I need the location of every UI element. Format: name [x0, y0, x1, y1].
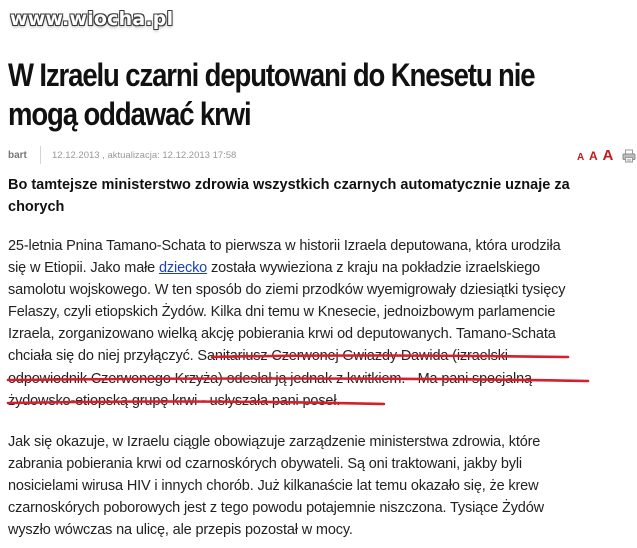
font-size-medium-button[interactable]: A	[589, 149, 598, 163]
article-meta	[8, 146, 630, 166]
paragraph-2-line-4: czarnoskórych poborowych jest z tego powodu potajemnie niszczona. Tysiące Żydów	[8, 500, 544, 517]
dziecko-link[interactable]: dziecko	[158, 260, 208, 277]
font-size-controls	[577, 147, 613, 164]
article-dates: 12.12.2013 , aktualizacja: 12.12.2013 17:58	[52, 150, 237, 161]
meta-divider	[40, 146, 41, 164]
paragraph-2-line-1: Jak się okazuje, w Izraelu ciągle obowiązuje zarządzenie ministerstwa zdrowia, które	[8, 434, 541, 450]
paragraph-2-line-2: zabrania pobierania krwi od czarnoskórych obywateli. Są oni traktowani, jakby byli	[8, 456, 522, 473]
paragraph-1-line-2-start: się w Etiopii. Jako małe	[8, 260, 159, 277]
paragraph-2-line-3: nosicielami wirusa HIV i innych chorób. Już kilkanaście lat temu okazało się, że krew	[8, 478, 539, 495]
article-title	[8, 56, 543, 134]
paragraph-1-line-6: chciała się do niej przyłączyć. Sanitariusz Czerwonej Gwiazdy Dawida (izraelski	[8, 348, 508, 365]
article-title-line-1: W Izraelu czarni deputowani do Knesetu nie	[8, 57, 535, 93]
article-paragraph-1	[8, 235, 626, 412]
article-title-line-2: mogą oddawać krwi	[8, 96, 251, 132]
paragraph-1-line-7: odpowiednik Czerwonego Krzyża) odesłał ją jednak z kwitkiem. - Ma pani specjalną	[8, 370, 532, 387]
article-lead: Bo tamtejsze ministerstwo zdrowia wszystkich czarnych automatycznie uznaje za chorych	[8, 177, 570, 215]
paragraph-2-line-5: wyszło wówczas na ulicę, ale przepis pozostał w mocy.	[8, 522, 353, 539]
printer-icon[interactable]	[622, 149, 636, 163]
paragraph-1-line-2-end: została wywieziona z kraju na pokładzie izraelskiego	[207, 260, 541, 277]
font-size-large-button[interactable]: A	[602, 147, 614, 164]
site-watermark: www.wiocha.pl	[10, 8, 174, 30]
paragraph-1-line-1: 25-letnia Pnina Tamano-Schata to pierwsza w historii Izraela deputowana, która urodziła	[8, 238, 561, 254]
paragraph-1-line-2	[8, 257, 626, 279]
paragraph-1-line-3: samolotu wojskowego. W ten sposób do ziemi przodków wyemigrowały dziesiątki tysięcy	[8, 282, 566, 299]
paragraph-1-line-4: Felaszy, czyli etiopskich Żydów. Kilka dni temu w Knesecie, jednoizbowym parlamencie	[8, 304, 556, 321]
article-paragraph-2	[8, 431, 626, 541]
article-author[interactable]: bart	[8, 150, 27, 161]
paragraph-1-line-8: żydowsko-etiopską grupę krwi - usłyszała pani poseł.	[8, 392, 341, 409]
paragraph-1-line-5: Izraela, zorganizowano wielką akcję pobierania krwi od deputowanych. Tamano-Schata	[8, 326, 556, 343]
font-size-small-button[interactable]: A	[577, 152, 585, 163]
